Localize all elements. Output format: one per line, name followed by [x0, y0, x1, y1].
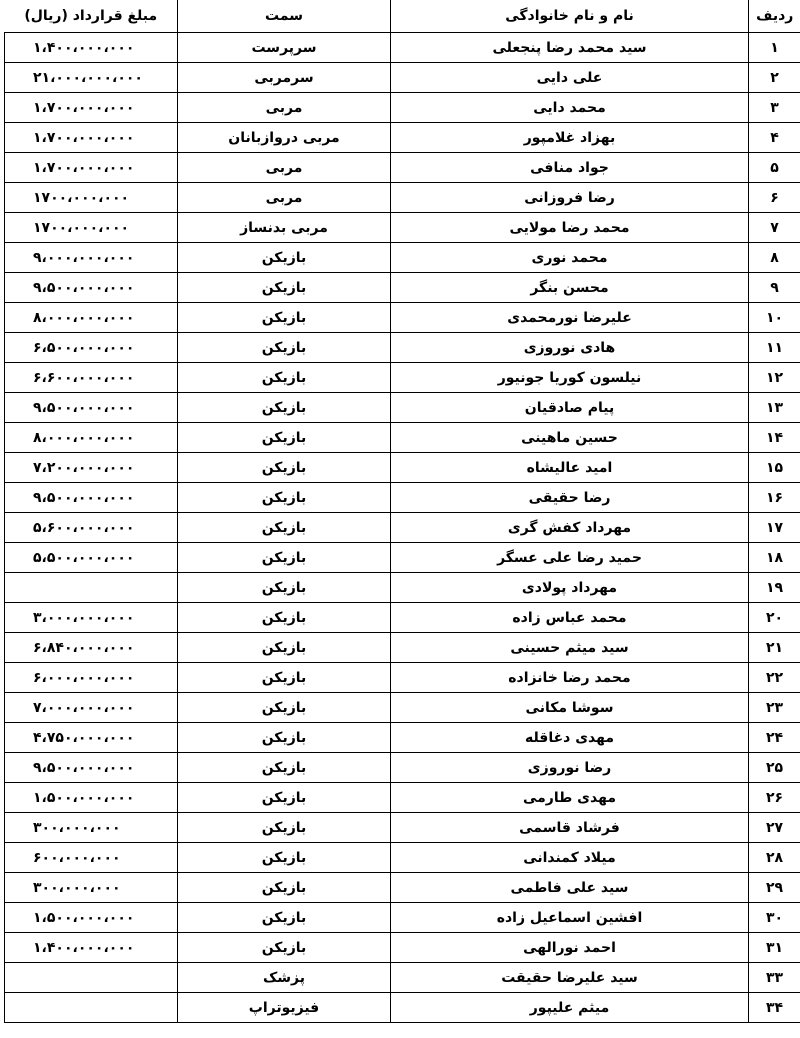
row-name: میثم علیپور	[391, 993, 749, 1023]
row-index: ۳۱	[749, 933, 800, 963]
table-row	[5, 843, 800, 873]
row-role: بازیکن	[178, 933, 391, 963]
row-amount: ۱۷۰۰،۰۰۰،۰۰۰	[5, 213, 178, 243]
row-name: حمید رضا علی عسگر	[391, 543, 749, 573]
table-row	[5, 753, 800, 783]
table-row	[5, 483, 800, 513]
row-name: سوشا مکانی	[391, 693, 749, 723]
table-row	[5, 33, 800, 63]
row-index: ۳۰	[749, 903, 800, 933]
row-role: بازیکن	[178, 393, 391, 423]
row-amount: ۳۰۰،۰۰۰،۰۰۰	[5, 873, 178, 903]
row-name: محمد دایی	[391, 93, 749, 123]
row-amount: ۸،۰۰۰،۰۰۰،۰۰۰	[5, 423, 178, 453]
row-amount: ۱،۴۰۰،۰۰۰،۰۰۰	[5, 933, 178, 963]
table-row	[5, 603, 800, 633]
row-role: مربی	[178, 183, 391, 213]
row-amount: ۹،۵۰۰،۰۰۰،۰۰۰	[5, 483, 178, 513]
row-role: بازیکن	[178, 333, 391, 363]
row-index: ۳۴	[749, 993, 800, 1023]
row-role: پزشک	[178, 963, 391, 993]
row-index: ۳	[749, 93, 800, 123]
row-amount: ۶،۸۴۰،۰۰۰،۰۰۰	[5, 633, 178, 663]
row-role: مربی دروازبانان	[178, 123, 391, 153]
row-name: رضا فروزانی	[391, 183, 749, 213]
row-index: ۲۵	[749, 753, 800, 783]
row-amount: ۶،۶۰۰،۰۰۰،۰۰۰	[5, 363, 178, 393]
table-row	[5, 993, 800, 1023]
row-name: پیام صادقیان	[391, 393, 749, 423]
row-name: سید محمد رضا پنجعلی	[391, 33, 749, 63]
row-index: ۱۰	[749, 303, 800, 333]
table-row	[5, 783, 800, 813]
table-row	[5, 933, 800, 963]
table-row	[5, 453, 800, 483]
row-name: محسن بنگر	[391, 273, 749, 303]
row-role: مربی بدنساز	[178, 213, 391, 243]
row-name: علی دایی	[391, 63, 749, 93]
row-amount: ۱،۷۰۰،۰۰۰،۰۰۰	[5, 153, 178, 183]
row-amount: ۷،۲۰۰،۰۰۰،۰۰۰	[5, 453, 178, 483]
row-role: سرپرست	[178, 33, 391, 63]
row-amount: ۱،۷۰۰،۰۰۰،۰۰۰	[5, 123, 178, 153]
row-amount: ۳،۰۰۰،۰۰۰،۰۰۰	[5, 603, 178, 633]
row-amount: ۶۰۰،۰۰۰،۰۰۰	[5, 843, 178, 873]
row-name: مهدی دغاقله	[391, 723, 749, 753]
row-role: بازیکن	[178, 663, 391, 693]
table-row	[5, 303, 800, 333]
row-index: ۲	[749, 63, 800, 93]
row-role: بازیکن	[178, 363, 391, 393]
row-role: بازیکن	[178, 753, 391, 783]
row-amount	[5, 993, 178, 1023]
row-name: میلاد کمندانی	[391, 843, 749, 873]
row-amount: ۶،۰۰۰،۰۰۰،۰۰۰	[5, 663, 178, 693]
row-index: ۲۲	[749, 663, 800, 693]
row-name: نیلسون کوریا جونیور	[391, 363, 749, 393]
row-index: ۲۴	[749, 723, 800, 753]
row-index: ۷	[749, 213, 800, 243]
row-name: افشین اسماعیل زاده	[391, 903, 749, 933]
row-name: محمد رضا خانزاده	[391, 663, 749, 693]
row-name: سید میثم حسینی	[391, 633, 749, 663]
table-row	[5, 423, 800, 453]
row-index: ۲۳	[749, 693, 800, 723]
row-index: ۲۹	[749, 873, 800, 903]
row-amount: ۶،۵۰۰،۰۰۰،۰۰۰	[5, 333, 178, 363]
row-amount	[5, 573, 178, 603]
row-role: سرمربی	[178, 63, 391, 93]
table-row	[5, 153, 800, 183]
row-index: ۹	[749, 273, 800, 303]
table-row	[5, 723, 800, 753]
header-role: سمت	[178, 0, 391, 33]
row-amount: ۱،۵۰۰،۰۰۰،۰۰۰	[5, 903, 178, 933]
row-index: ۵	[749, 153, 800, 183]
row-amount: ۹،۵۰۰،۰۰۰،۰۰۰	[5, 753, 178, 783]
row-amount: ۵،۵۰۰،۰۰۰،۰۰۰	[5, 543, 178, 573]
row-name: سید علیرضا حقیقت	[391, 963, 749, 993]
row-amount: ۲۱،۰۰۰،۰۰۰،۰۰۰	[5, 63, 178, 93]
row-index: ۱۸	[749, 543, 800, 573]
row-name: رضا نوروزی	[391, 753, 749, 783]
row-index: ۲۰	[749, 603, 800, 633]
table-header	[5, 0, 800, 33]
row-role: بازیکن	[178, 633, 391, 663]
header-name: نام و نام خانوادگی	[391, 0, 749, 33]
row-amount: ۵،۶۰۰،۰۰۰،۰۰۰	[5, 513, 178, 543]
table-row	[5, 543, 800, 573]
row-name: محمد نوری	[391, 243, 749, 273]
row-amount: ۹،۵۰۰،۰۰۰،۰۰۰	[5, 393, 178, 423]
table-row	[5, 963, 800, 993]
contract-table	[4, 0, 800, 1023]
row-index: ۱۷	[749, 513, 800, 543]
row-name: سید علی فاطمی	[391, 873, 749, 903]
row-index: ۱	[749, 33, 800, 63]
row-name: محمد رضا مولایی	[391, 213, 749, 243]
table-row	[5, 63, 800, 93]
row-index: ۱۵	[749, 453, 800, 483]
table-row	[5, 243, 800, 273]
row-index: ۴	[749, 123, 800, 153]
row-name: مهرداد کفش گری	[391, 513, 749, 543]
row-amount: ۳۰۰،۰۰۰،۰۰۰	[5, 813, 178, 843]
row-amount: ۱،۴۰۰،۰۰۰،۰۰۰	[5, 33, 178, 63]
row-name: حسین ماهینی	[391, 423, 749, 453]
row-index: ۱۶	[749, 483, 800, 513]
table-row	[5, 513, 800, 543]
row-amount: ۸،۰۰۰،۰۰۰،۰۰۰	[5, 303, 178, 333]
row-name: فرشاد قاسمی	[391, 813, 749, 843]
row-role: بازیکن	[178, 273, 391, 303]
header-index: ردیف	[749, 0, 800, 33]
row-name: مهدی طارمی	[391, 783, 749, 813]
row-amount: ۹،۰۰۰،۰۰۰،۰۰۰	[5, 243, 178, 273]
table-row	[5, 693, 800, 723]
row-name: جواد منافی	[391, 153, 749, 183]
row-role: بازیکن	[178, 873, 391, 903]
table-row	[5, 363, 800, 393]
row-amount: ۱،۷۰۰،۰۰۰،۰۰۰	[5, 93, 178, 123]
row-amount: ۹،۵۰۰،۰۰۰،۰۰۰	[5, 273, 178, 303]
row-role: بازیکن	[178, 513, 391, 543]
row-role: بازیکن	[178, 903, 391, 933]
row-index: ۱۲	[749, 363, 800, 393]
row-role: بازیکن	[178, 303, 391, 333]
row-index: ۸	[749, 243, 800, 273]
table-row	[5, 273, 800, 303]
table-row	[5, 873, 800, 903]
table-row	[5, 573, 800, 603]
table-row	[5, 813, 800, 843]
table-body	[5, 33, 800, 1023]
row-index: ۲۶	[749, 783, 800, 813]
row-role: مربی	[178, 93, 391, 123]
row-role: بازیکن	[178, 723, 391, 753]
row-name: احمد نورالهی	[391, 933, 749, 963]
row-role: بازیکن	[178, 243, 391, 273]
row-amount: ۷،۰۰۰،۰۰۰،۰۰۰	[5, 693, 178, 723]
table-row	[5, 663, 800, 693]
row-amount: ۱،۵۰۰،۰۰۰،۰۰۰	[5, 783, 178, 813]
table-row	[5, 213, 800, 243]
row-index: ۲۷	[749, 813, 800, 843]
row-index: ۲۱	[749, 633, 800, 663]
header-amount: مبلغ قرارداد (ریال)	[5, 0, 178, 33]
table-row	[5, 93, 800, 123]
row-role: بازیکن	[178, 483, 391, 513]
row-role: مربی	[178, 153, 391, 183]
table-row	[5, 903, 800, 933]
row-index: ۱۳	[749, 393, 800, 423]
row-amount: ۴،۷۵۰،۰۰۰،۰۰۰	[5, 723, 178, 753]
row-index: ۱۱	[749, 333, 800, 363]
row-role: بازیکن	[178, 423, 391, 453]
table-row	[5, 123, 800, 153]
row-name: رضا حقیقی	[391, 483, 749, 513]
row-index: ۶	[749, 183, 800, 213]
row-role: بازیکن	[178, 813, 391, 843]
row-role: فیزیوتراپ	[178, 993, 391, 1023]
row-name: محمد عباس زاده	[391, 603, 749, 633]
row-role: بازیکن	[178, 843, 391, 873]
table-row	[5, 333, 800, 363]
table-row	[5, 393, 800, 423]
row-name: مهرداد پولادی	[391, 573, 749, 603]
row-role: بازیکن	[178, 573, 391, 603]
row-name: علیرضا نورمحمدی	[391, 303, 749, 333]
header-row	[5, 0, 800, 33]
row-role: بازیکن	[178, 603, 391, 633]
row-role: بازیکن	[178, 693, 391, 723]
row-name: بهزاد غلامپور	[391, 123, 749, 153]
row-index: ۲۸	[749, 843, 800, 873]
table-row	[5, 183, 800, 213]
row-name: امید عالیشاه	[391, 453, 749, 483]
row-role: بازیکن	[178, 543, 391, 573]
row-amount	[5, 963, 178, 993]
row-index: ۳۳	[749, 963, 800, 993]
row-role: بازیکن	[178, 783, 391, 813]
row-index: ۱۹	[749, 573, 800, 603]
row-name: هادی نوروزی	[391, 333, 749, 363]
table-row	[5, 633, 800, 663]
row-role: بازیکن	[178, 453, 391, 483]
row-amount: ۱۷۰۰،۰۰۰،۰۰۰	[5, 183, 178, 213]
row-index: ۱۴	[749, 423, 800, 453]
